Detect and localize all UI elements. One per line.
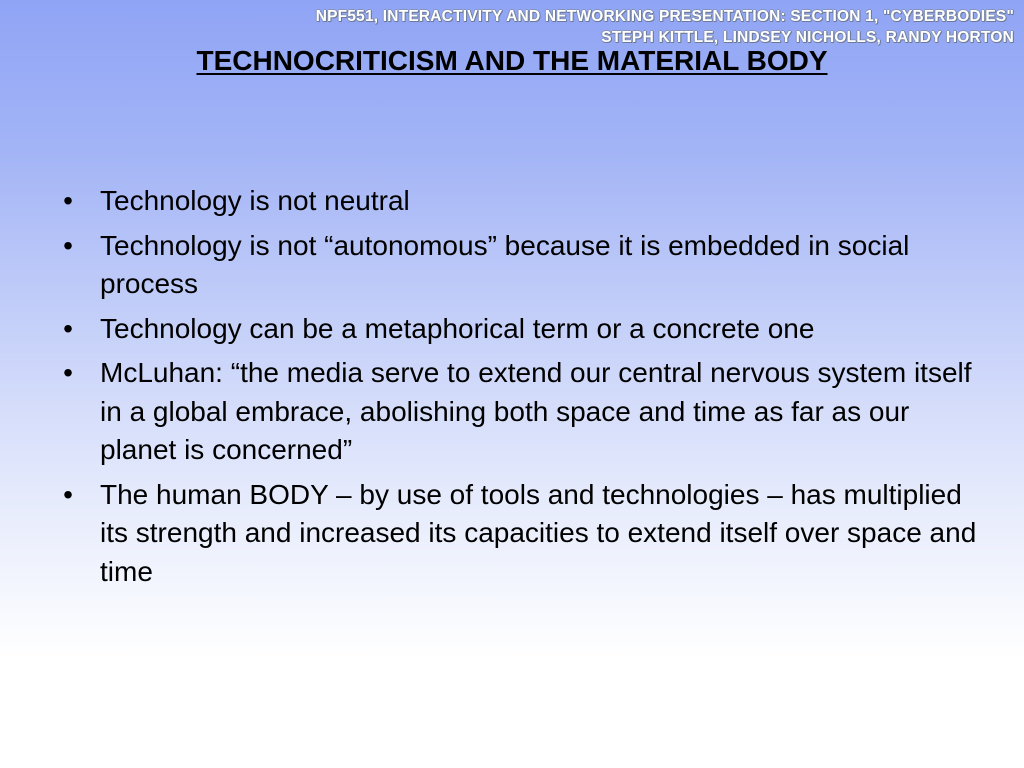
bullet-icon: •	[63, 185, 73, 216]
bullet-icon: •	[63, 357, 73, 388]
slide-title-text: TECHNOCRITICISM AND THE MATERIAL BODY	[196, 45, 828, 76]
header-course-line: NPF551, INTERACTIVITY AND NETWORKING PRESENTATION: SECTION 1, "CYBERBODIES"	[315, 8, 1014, 25]
bullet-item	[58, 227, 978, 304]
slide-title	[0, 42, 1024, 80]
bullet-item	[58, 182, 978, 221]
bullet-text: Technology is not “autonomous” because it is embedded in social process	[100, 229, 910, 299]
bullet-item	[58, 476, 978, 592]
header-authors-line: STEPH KITTLE, LINDSEY NICHOLLS, RANDY HORTON	[601, 29, 1014, 46]
bullet-text: McLuhan: “the media serve to extend our central nervous system itself in a global embrace, abolishing both space and time as far as our planet is concerned”	[100, 357, 972, 465]
bullet-list	[58, 182, 978, 597]
bullet-icon: •	[63, 478, 73, 510]
bullet-icon: •	[63, 312, 73, 344]
bullet-icon: •	[63, 229, 73, 261]
bullet-text: The human BODY – by use of tools and technologies – has multiplied its strength and increased its capacities to extend itself over space and time	[100, 478, 977, 587]
bullet-text: Technology is not neutral	[100, 185, 410, 216]
bullet-item	[58, 310, 978, 349]
bullet-item	[58, 354, 978, 470]
bullet-text: Technology can be a metaphorical term or a concrete one	[100, 312, 815, 344]
